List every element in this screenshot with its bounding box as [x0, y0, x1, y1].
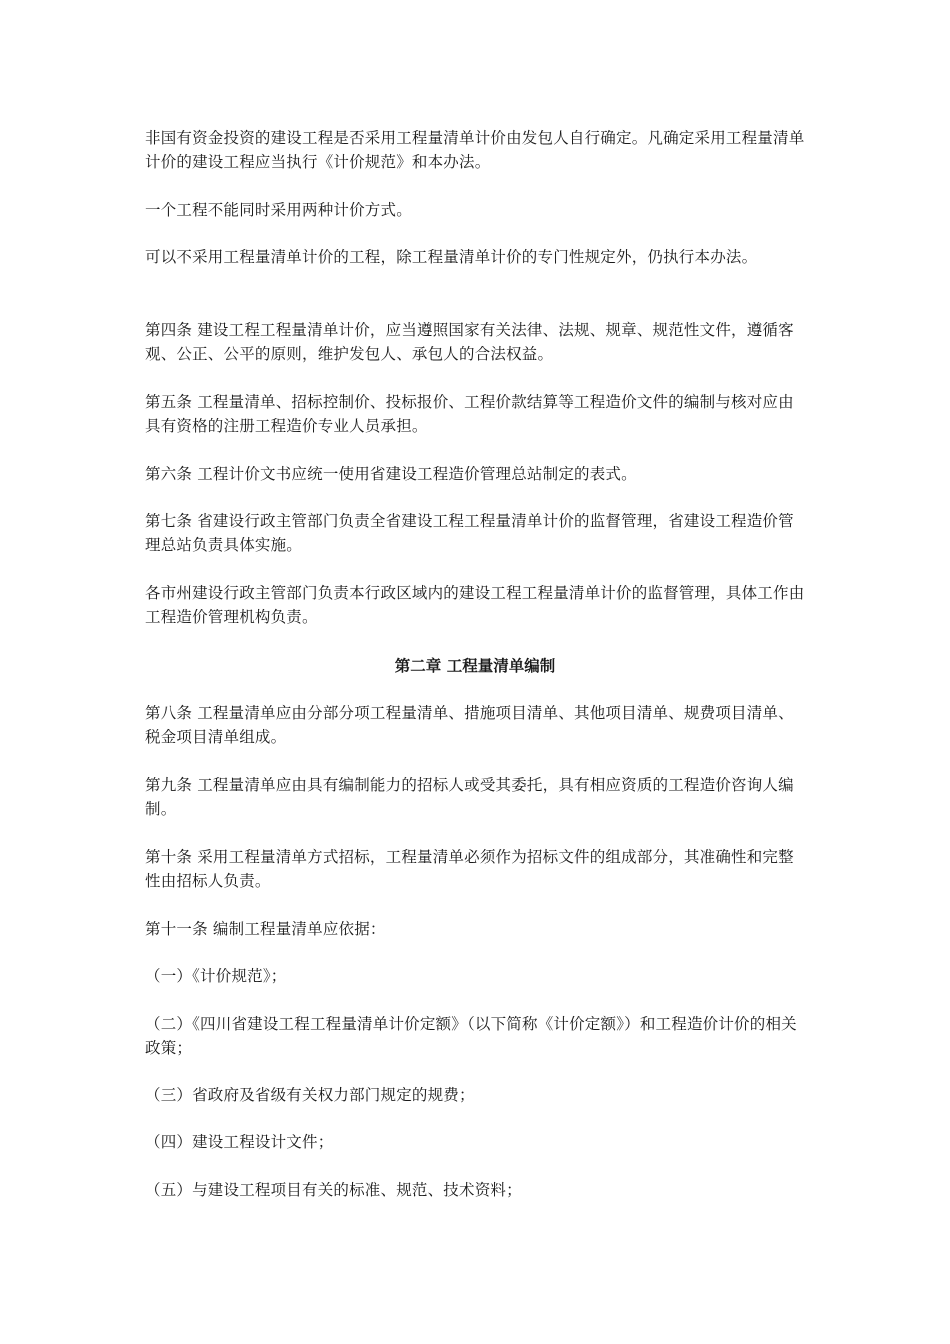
article-8: 第八条 工程量清单应由分部分项工程量清单、措施项目清单、其他项目清单、规费项目清单、税金项目清单组成。	[145, 704, 794, 746]
article-9: 第九条 工程量清单应由具有编制能力的招标人或受其委托，具有相应资质的工程造价咨询人编制。	[145, 776, 794, 818]
article-6: 第六条 工程计价文书应统一使用省建设工程造价管理总站制定的表式。	[145, 465, 637, 483]
paragraph-municipal-supervision: 各市州建设行政主管部门负责本行政区域内的建设工程工程量清单计价的监督管理，具体工作由工程造价管理机构负责。	[145, 584, 805, 626]
article-10: 第十条 采用工程量清单方式招标，工程量清单必须作为招标文件的组成部分，其准确性和完整性由招标人负责。	[145, 848, 794, 890]
chapter-heading: 第二章 工程量清单编制	[394, 657, 556, 675]
list-item-3: （三）省政府及省级有关权力部门规定的规费；	[145, 1086, 475, 1104]
article-5: 第五条 工程量清单、招标控制价、投标报价、工程价款结算等工程造价文件的编制与核对应由具有资格的注册工程造价专业人员承担。	[145, 393, 794, 435]
paragraph-optional-method: 可以不采用工程量清单计价的工程，除工程量清单计价的专门性规定外，仍执行本办法。	[145, 248, 758, 266]
article-7: 第七条 省建设行政主管部门负责全省建设工程工程量清单计价的监督管理，省建设工程造价管理总站负责具体实施。	[145, 512, 794, 554]
article-4: 第四条 建设工程工程量清单计价，应当遵照国家有关法律、法规、规章、规范性文件，遵循客观、公正、公平的原则，维护发包人、承包人的合法权益。	[145, 321, 794, 363]
list-item-4: （四）建设工程设计文件；	[145, 1133, 334, 1151]
list-item-2: （二）《四川省建设工程工程量清单计价定额》（以下简称《计价定额》）和工程造价计价的相关政策；	[145, 1015, 797, 1057]
paragraph-single-method: 一个工程不能同时采用两种计价方式。	[145, 201, 412, 219]
article-11: 第十一条 编制工程量清单应依据：	[145, 920, 386, 938]
list-item-1: （一）《计价规范》；	[145, 967, 287, 985]
list-item-5: （五）与建设工程项目有关的标准、规范、技术资料；	[145, 1181, 522, 1199]
paragraph-nonstate-funding: 非国有资金投资的建设工程是否采用工程量清单计价由发包人自行确定。凡确定采用工程量清单计价的建设工程应当执行《计价规范》和本办法。	[145, 129, 805, 171]
